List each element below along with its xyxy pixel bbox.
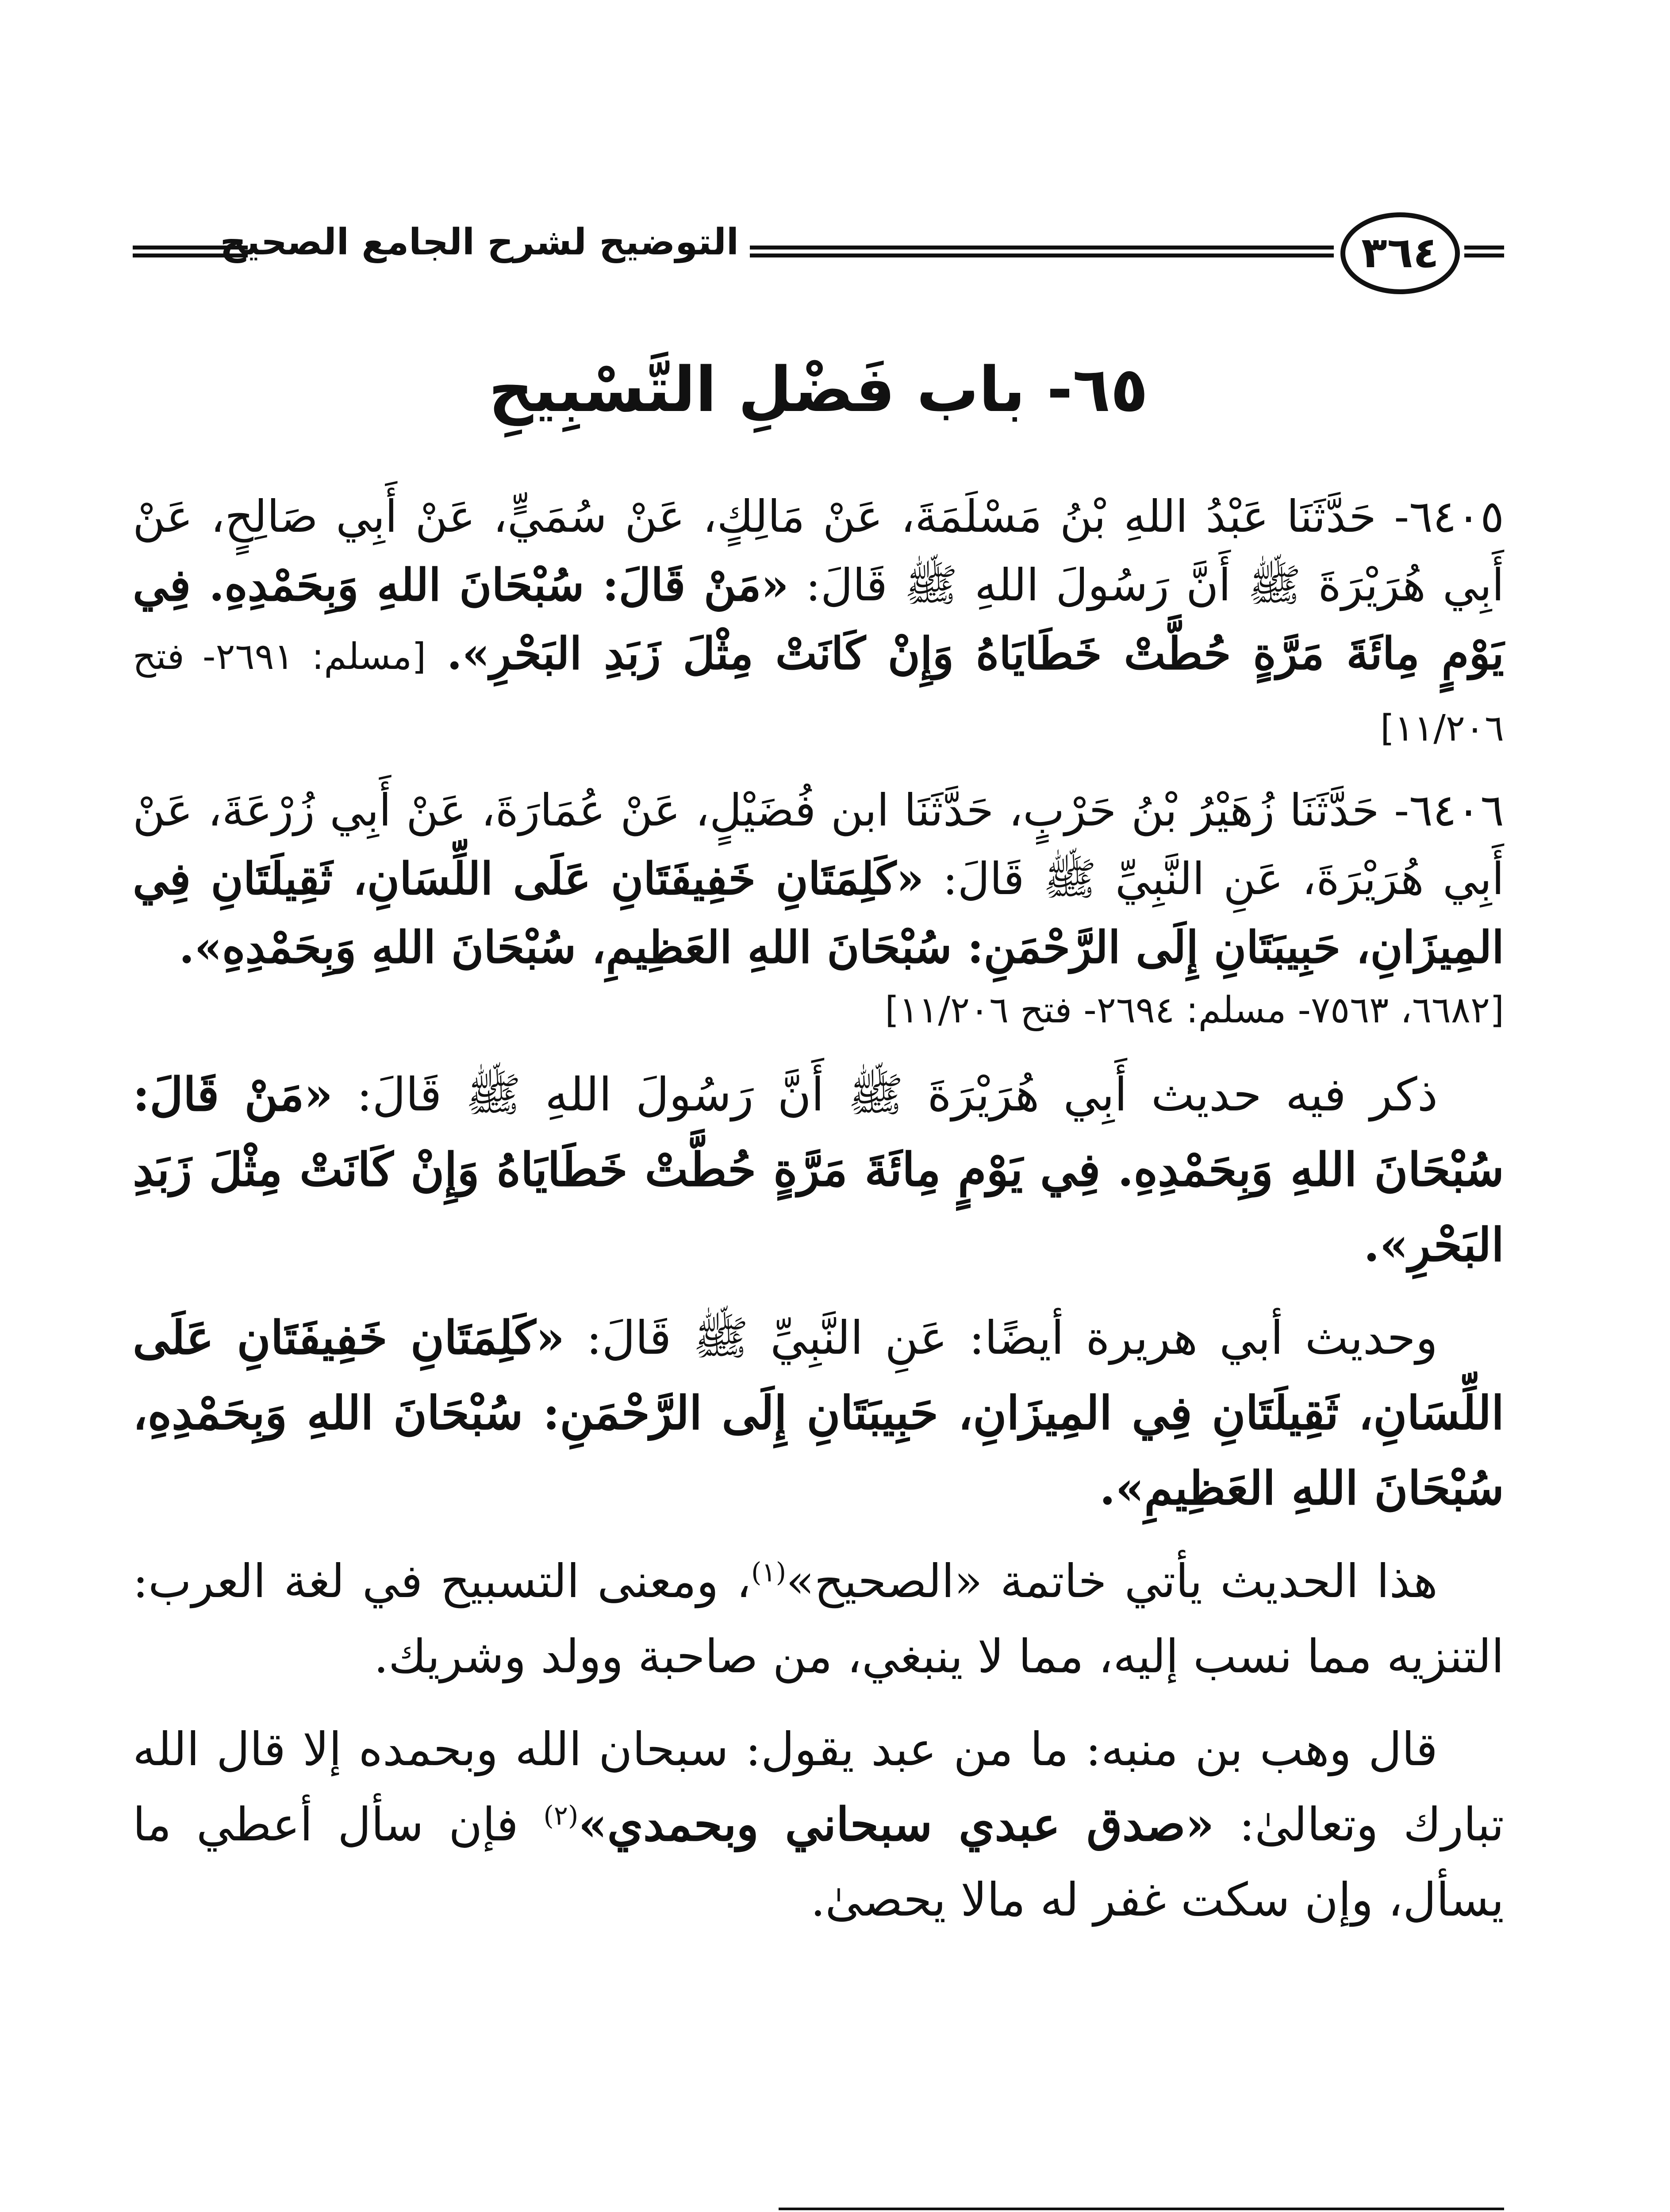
header-rule-right xyxy=(1464,246,1504,257)
commentary-paragraph xyxy=(133,1712,1504,1937)
hadith-reference: [٦٦٨٢، ٧٥٦٣- مسلم: ٢٦٩٤- فتح ١١/٢٠٦] xyxy=(885,989,1504,1031)
commentary-text: ، ومعنى التسبيح في لغة العرب: التنزيه مما نسب إليه، مما لا ينبغي، من صاحبة وولد وشريك. xyxy=(133,1554,1504,1683)
hadith-6406 xyxy=(133,776,1504,1039)
footnote-separator xyxy=(779,2208,1504,2210)
commentary-text: ذكر فيه حديث أَبِي هُرَيْرَةَ ﷺ أَنَّ رَسُولَ اللهِ ﷺ قَالَ: xyxy=(357,1068,1438,1121)
book-title: التوضيح لشرح الجامع الصحيح xyxy=(220,221,739,263)
commentary-text: فإن سأل أعطي ما يسأل، وإن سكت غفر له مالا يحصىٰ. xyxy=(133,1797,1504,1927)
commentary-text: وحديث أبي هريرة أيضًا: عَنِ النَّبِيِّ ﷺ قَالَ: xyxy=(586,1311,1438,1365)
hadith-isnad: ٦٤٠٦- حَدَّثَنَا زُهَيْرُ بْنُ حَرْبٍ، حَدَّثَنَا ابن فُضَيْلٍ، عَنْ عُمَارَةَ، عَنْ أَبِي زُرْعَةَ، عَنْ أَبِي هُرَيْرَةَ، عَنِ النَّبِيِّ ﷺ قَالَ: xyxy=(133,784,1505,905)
hadith-6405 xyxy=(133,482,1504,763)
footnote-marker[interactable]: (١) xyxy=(751,1557,787,1588)
hadith-matn: «كَلِمَتَانِ خَفِيفَتَانِ عَلَى اللِّسَانِ، ثَقِيلَتَانِ فِي المِيزَانِ، حَبِيبَتَانِ إِلَى الرَّحْمَنِ: سُبْحَانَ اللهِ العَظِيمِ، سُبْحَانَ اللهِ وَبِحَمْدِهِ». xyxy=(133,853,1504,973)
main-text xyxy=(133,482,1504,1951)
chapter-title: ٦٥- باب فَضْلِ التَّسْبِيحِ xyxy=(488,354,1148,426)
hadith-matn: «مَنْ قَالَ: سُبْحَانَ اللهِ وَبِحَمْدِهِ. فِي يَوْمٍ مِائَةَ مَرَّةٍ حُطَّتْ خَطَايَاهُ وَإِنْ كَانَتْ مِثْلَ زَبَدِ البَحْرِ». xyxy=(133,559,1504,680)
commentary-quote: «كَلِمَتَانِ خَفِيفَتَانِ عَلَى اللِّسَانِ، ثَقِيلَتَانِ فِي المِيزَانِ، حَبِيبَتَانِ إِلَى الرَّحْمَنِ: سُبْحَانَ اللهِ وَبِحَمْدِهِ، سُبْحَانَ اللهِ العَظِيمِ». xyxy=(133,1310,1504,1515)
commentary-quote: «صدق عبدي سبحاني وبحمدي» xyxy=(578,1797,1214,1851)
commentary-quote: «مَنْ قَالَ: سُبْحَانَ اللهِ وَبِحَمْدِهِ. فِي يَوْمٍ مِائَةَ مَرَّةٍ حُطَّتْ خَطَايَاهُ وَإِنْ كَانَتْ مِثْلَ زَبَدِ البَحْرِ». xyxy=(133,1067,1504,1272)
page-number: ٣٦٤ xyxy=(1340,212,1460,294)
commentary-paragraph xyxy=(133,1544,1504,1694)
commentary-text: قال وهب بن منبه: ما من عبد يقول: سبحان الله وبحمده إلا قال الله تبارك وتعالىٰ: xyxy=(133,1722,1505,1851)
header-rule-middle xyxy=(750,246,1334,257)
hadith-isnad: ٦٤٠٥- حَدَّثَنَا عَبْدُ اللهِ بْنُ مَسْلَمَةَ، عَنْ مَالِكٍ، عَنْ سُمَيٍّ، عَنْ أَبِي صَالِحٍ، عَنْ أَبِي هُرَيْرَةَ ﷺ أَنَّ رَسُولَ اللهِ ﷺ قَالَ: xyxy=(133,491,1504,611)
footnote-marker[interactable]: (٢) xyxy=(543,1800,579,1832)
commentary-text: هذا الحديث يأتي خاتمة «الصحيح» xyxy=(786,1554,1438,1608)
running-header xyxy=(133,204,1504,310)
commentary-paragraph xyxy=(133,1300,1504,1526)
hadith-reference: [مسلم: ٢٦٩١- فتح ١١/٢٠٦] xyxy=(133,636,1504,749)
commentary-paragraph xyxy=(133,1057,1504,1283)
